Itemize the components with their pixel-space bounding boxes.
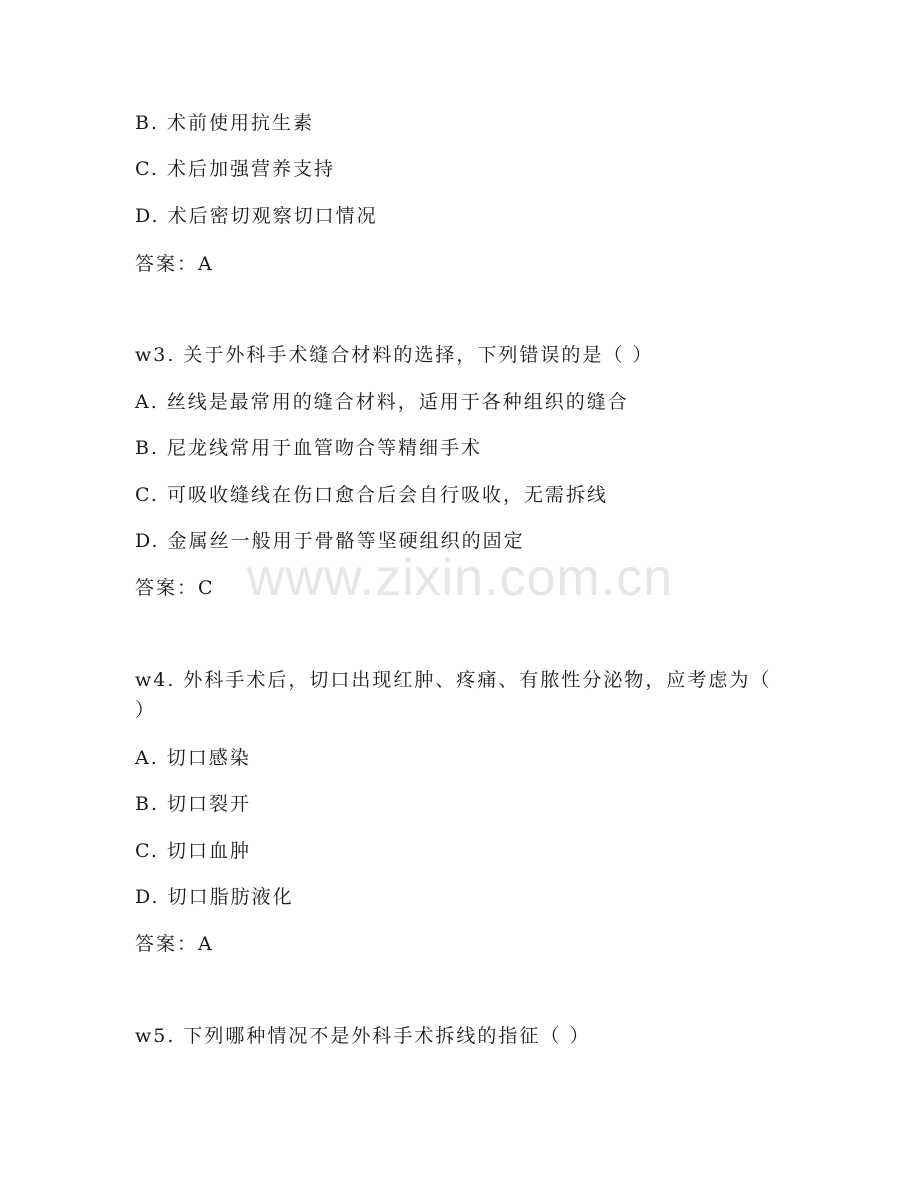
answer: 答案：C <box>135 577 215 599</box>
watermark: www.zixin.com.cn <box>246 549 674 607</box>
question-title-continued: ） <box>135 699 157 721</box>
option-c: C. 术后加强营养支持 <box>135 158 335 180</box>
option-d: D. 术后密切观察切口情况 <box>135 205 378 227</box>
question-title: w3. 关于外科手术缝合材料的选择，下列错误的是（ ） <box>135 344 654 366</box>
option-b: B. 切口裂开 <box>135 793 252 815</box>
answer: 答案：A <box>135 253 214 275</box>
answer: 答案：A <box>135 933 214 955</box>
option-c: C. 可吸收缝线在伤口愈合后会自行吸收，无需拆线 <box>135 484 608 506</box>
question-title: w5. 下列哪种情况不是外科手术拆线的指征（ ） <box>135 1025 591 1047</box>
option-c: C. 切口血肿 <box>135 840 251 862</box>
option-d: D. 金属丝一般用于骨骼等坚硬组织的固定 <box>135 530 525 552</box>
question-title: w4. 外科手术后，切口出现红肿、疼痛、有脓性分泌物，应考虑为（ <box>135 669 772 691</box>
option-d: D. 切口脂肪液化 <box>135 886 294 908</box>
option-a: A. 切口感染 <box>135 747 251 769</box>
option-b: B. 术前使用抗生素 <box>135 112 315 134</box>
option-b: B. 尼龙线常用于血管吻合等精细手术 <box>135 437 483 459</box>
option-a: A. 丝线是最常用的缝合材料，适用于各种组织的缝合 <box>135 391 629 413</box>
